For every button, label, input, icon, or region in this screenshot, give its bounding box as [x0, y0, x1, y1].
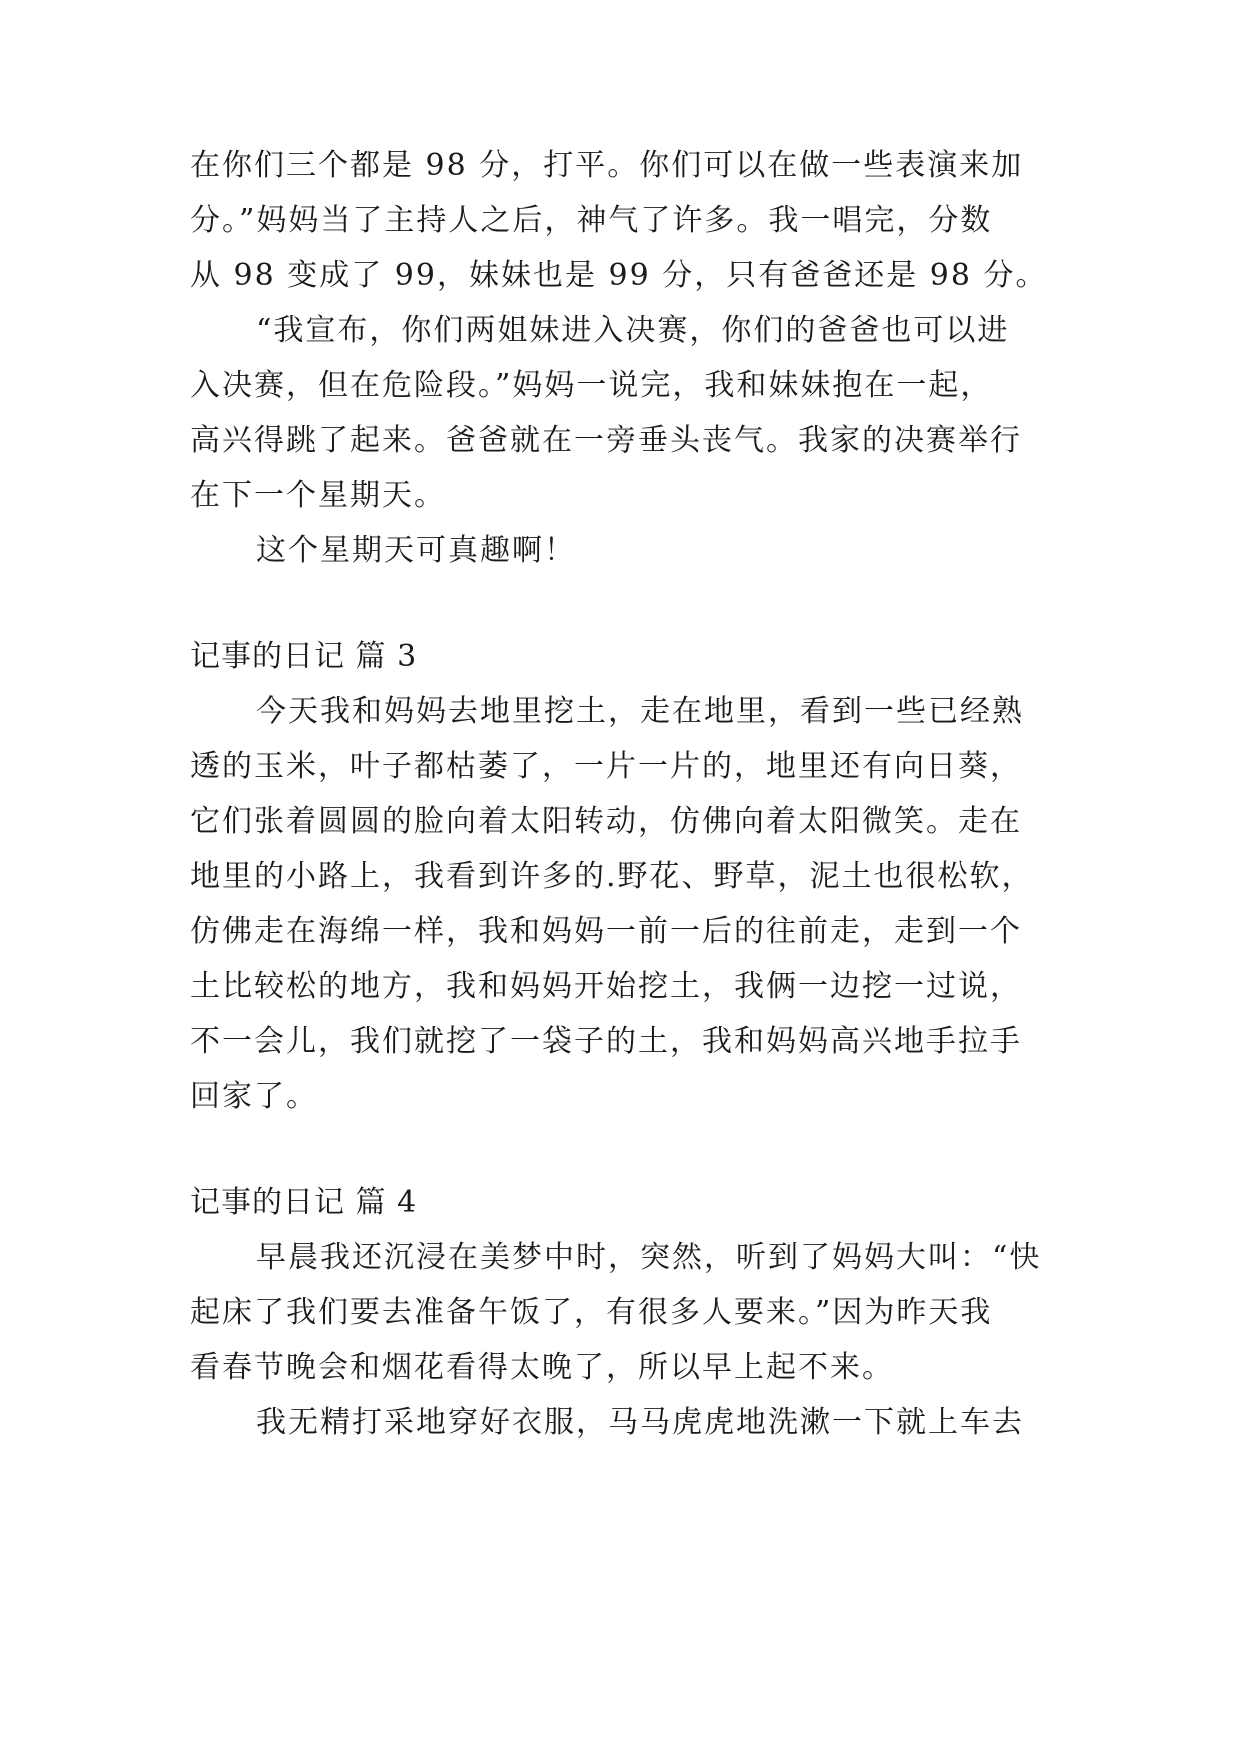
paragraph-line: 它们张着圆圆的脸向着太阳转动，仿佛向着太阳微笑。走在: [190, 804, 1022, 839]
paragraph-line: 看春节晚会和烟花看得太晚了，所以早上起不来。: [190, 1350, 894, 1385]
paragraph-line: 入决赛，但在危险段。”妈妈一说完，我和妹妹抱在一起，: [190, 368, 993, 403]
paragraph-line: 我无精打采地穿好衣服，马马虎虎地洗漱一下就上车去: [256, 1405, 1024, 1440]
paragraph-line: 从 98 变成了 99，妹妹也是 99 分，只有爸爸还是 98 分。: [190, 258, 1048, 293]
paragraph-line: 不一会儿，我们就挖了一袋子的土，我和妈妈高兴地手拉手: [190, 1024, 1022, 1059]
paragraph-line: 在你们三个都是 98 分，打平。你们可以在做一些表演来加: [190, 148, 1024, 183]
paragraph-line: 分。”妈妈当了主持人之后，神气了许多。我一唱完，分数: [190, 203, 993, 238]
section-heading: 记事的日记 篇 4: [190, 1185, 418, 1220]
paragraph-line: 早晨我还沉浸在美梦中时，突然，听到了妈妈大叫：“快: [256, 1240, 1042, 1275]
paragraph-line: 在下一个星期天。: [190, 478, 446, 513]
paragraph-line: 土比较松的地方，我和妈妈开始挖土，我俩一边挖一过说，: [190, 969, 1022, 1004]
section-heading: 记事的日记 篇 3: [190, 639, 418, 674]
paragraph-line: 起床了我们要去准备午饭了，有很多人要来。”因为昨天我: [190, 1295, 993, 1330]
paragraph-line: 今天我和妈妈去地里挖土，走在地里，看到一些已经熟: [256, 694, 1024, 729]
paragraph-line: “我宣布，你们两姐妹进入决赛，你们的爸爸也可以进: [256, 313, 1010, 348]
paragraph-line: 地里的小路上，我看到许多的.野花、野草，泥土也很松软，: [190, 859, 1034, 894]
paragraph-line: 高兴得跳了起来。爸爸就在一旁垂头丧气。我家的决赛举行: [190, 423, 1022, 458]
paragraph-line: 这个星期天可真趣啊！: [256, 533, 576, 568]
paragraph-line: 回家了。: [190, 1079, 318, 1114]
paragraph-line: 仿佛走在海绵一样，我和妈妈一前一后的往前走，走到一个: [190, 914, 1022, 949]
paragraph-line: 透的玉米，叶子都枯萎了，一片一片的，地里还有向日葵，: [190, 749, 1022, 784]
